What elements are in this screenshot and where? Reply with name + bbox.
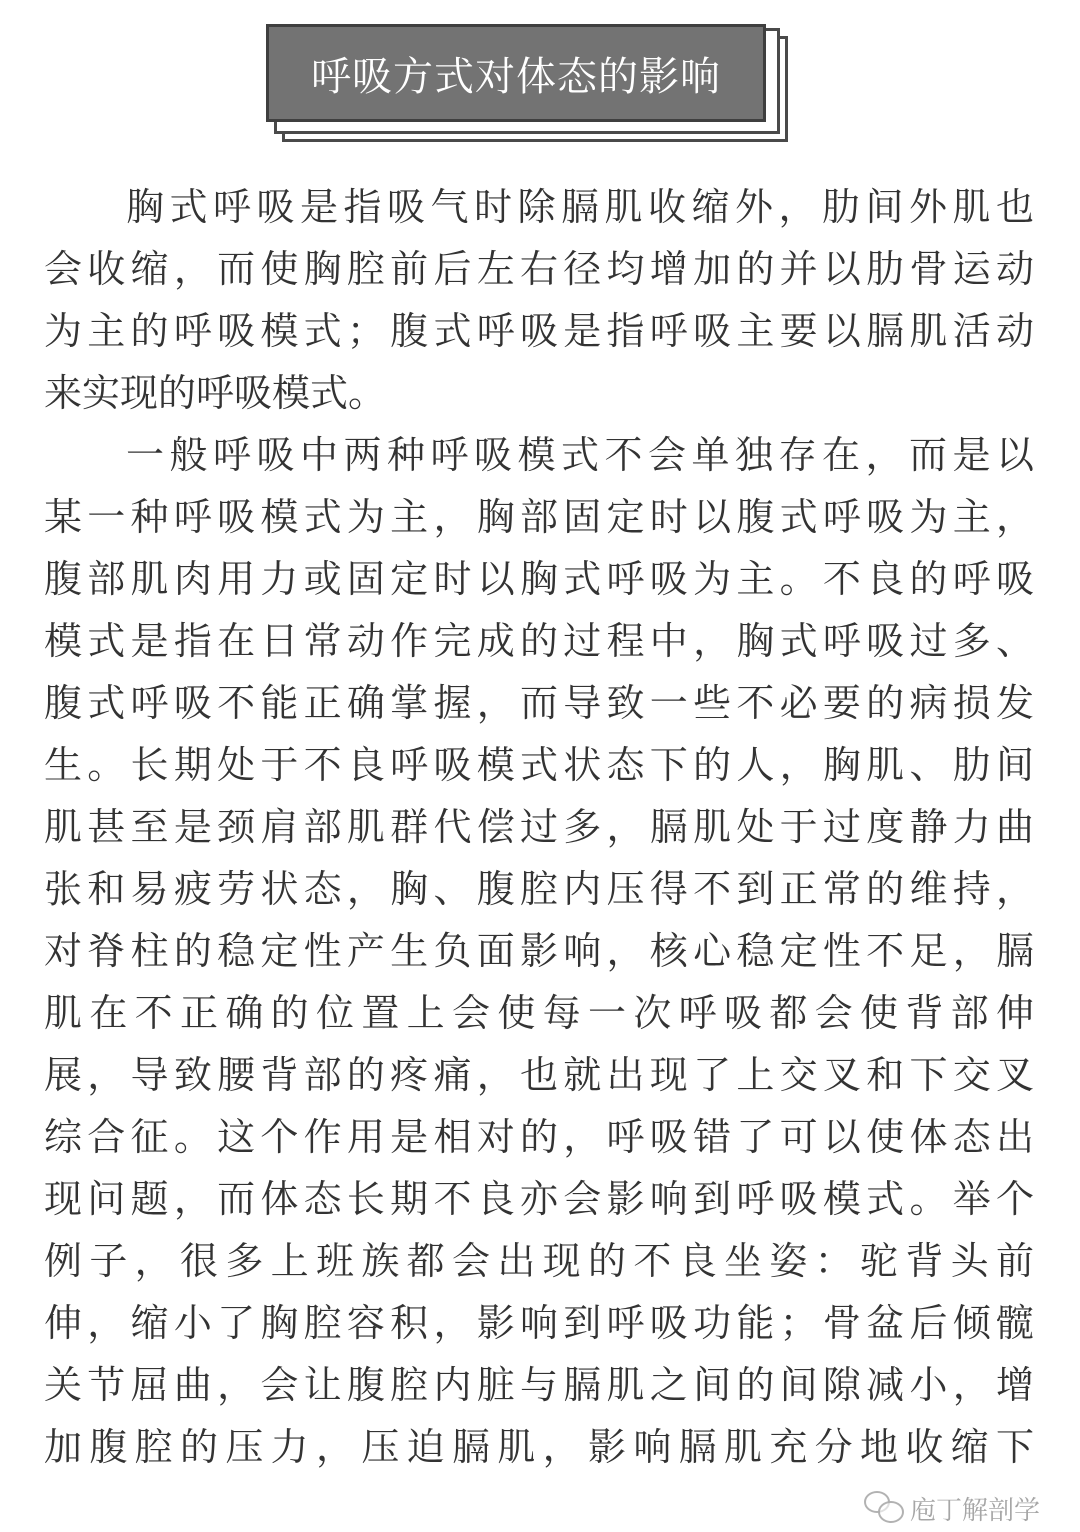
paragraph-2-line: 加腹腔的压力，压迫膈肌，影响膈肌充分地收缩下 [44,1425,1034,1469]
section-title: 呼吸方式对体态的影响 [266,24,766,122]
paragraph-2-line: 展，导致腰背部的疼痛，也就出现了上交叉和下交叉 [44,1053,1034,1097]
paragraph-2-line: 腹部肌肉用力或固定时以胸式呼吸为主。不良的呼吸 [44,557,1034,601]
paragraph-1-line: 胸式呼吸是指吸气时除膈肌收缩外，肋间外肌也 [126,185,1034,229]
paragraph-1-line: 为主的呼吸模式；腹式呼吸是指呼吸主要以膈肌活动 [44,309,1034,353]
paragraph-2-line: 现问题，而体态长期不良亦会影响到呼吸模式。举个 [44,1177,1034,1221]
article-body [44,176,1034,1478]
paragraph-2-line: 肌在不正确的位置上会使每一次呼吸都会使背部伸 [44,991,1034,1035]
paragraph-2-line: 伸，缩小了胸腔容积，影响到呼吸功能；骨盆后倾髋 [44,1301,1034,1345]
paragraph-2-line: 肌甚至是颈肩部肌群代偿过多，膈肌处于过度静力曲 [44,805,1034,849]
watermark-text: 庖丁解剖学 [909,1495,1040,1526]
paragraph-2-line: 综合征。这个作用是相对的，呼吸错了可以使体态出 [44,1115,1034,1159]
wechat-icon [864,1491,904,1525]
paragraph-1-line: 来实现的呼吸模式。 [44,371,387,415]
paragraph-2-line: 对脊柱的稳定性产生负面影响，核心稳定性不足，膈 [44,929,1034,973]
paragraph-2-line: 腹式呼吸不能正确掌握，而导致一些不必要的病损发 [44,681,1034,725]
paragraph-2-line: 张和易疲劳状态，胸、腹腔内压得不到正常的维持， [44,867,1034,911]
paragraph-2-line: 某一种呼吸模式为主，胸部固定时以腹式呼吸为主， [44,495,1034,539]
paragraph-2-line: 一般呼吸中两种呼吸模式不会单独存在，而是以 [126,433,1034,477]
paragraph-2-line: 例子，很多上班族都会出现的不良坐姿：驼背头前 [44,1239,1034,1283]
paragraph-2-line: 模式是指在日常动作完成的过程中，胸式呼吸过多、 [44,619,1034,663]
paragraph-2-line: 生。长期处于不良呼吸模式状态下的人，胸肌、肋间 [44,743,1034,787]
paragraph-2-line: 关节屈曲，会让腹腔内脏与膈肌之间的间隙减小，增 [44,1363,1034,1407]
paragraph-1-line: 会收缩，而使胸腔前后左右径均增加的并以肋骨运动 [44,247,1034,291]
watermark [864,1490,1040,1526]
